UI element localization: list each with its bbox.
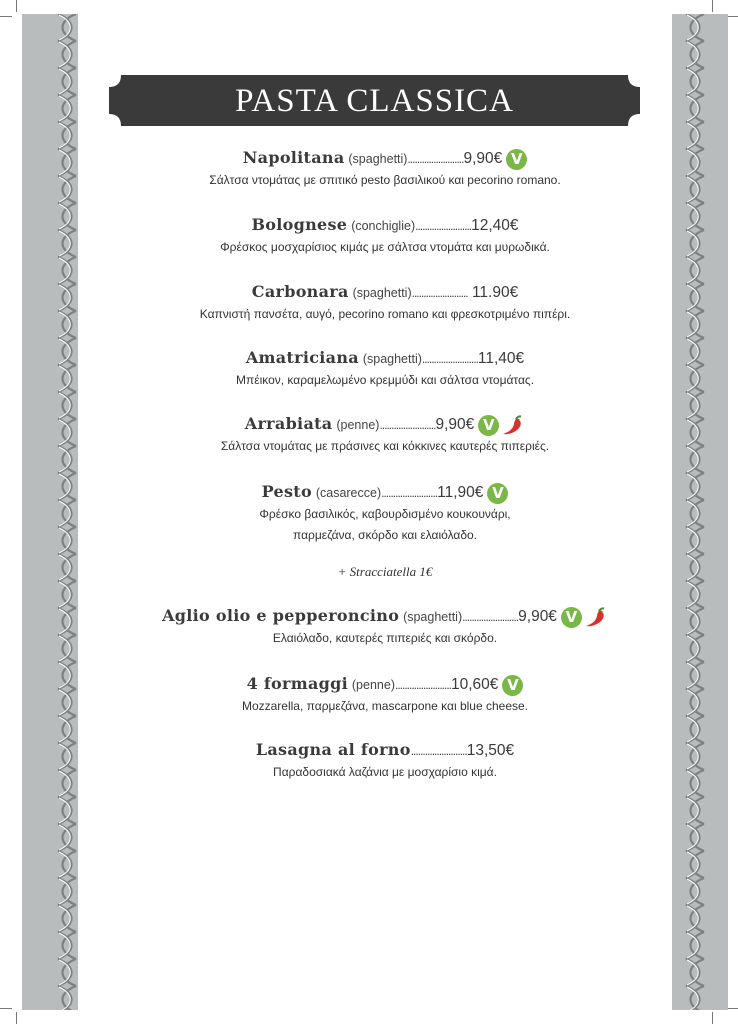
item-description: Παραδοσιακά λαζάνια με μοσχαρίσιο κιμά. (273, 765, 497, 779)
item-name: Pesto (261, 482, 312, 501)
item-header (150, 413, 620, 436)
crop-mark (712, 1012, 713, 1024)
item-header (150, 347, 620, 370)
item-name: 4 formaggi (246, 674, 348, 693)
item-price: 11,40€ (477, 350, 525, 367)
menu-item (150, 147, 620, 191)
rope-pattern-icon (52, 14, 82, 1010)
title-banner (109, 75, 640, 126)
item-price: 9,90€ (435, 416, 475, 433)
item-name: Lasagna al forno (255, 740, 411, 759)
item-name: Bolognese (251, 215, 348, 234)
menu-item (150, 214, 620, 258)
item-name: Carbonara (251, 282, 349, 301)
menu-item (150, 481, 620, 546)
crop-mark (0, 16, 12, 17)
item-pasta-type: (spaghetti) (348, 152, 408, 166)
extra-note: + Stracciatella 1€ (337, 564, 433, 579)
rope-pattern-icon (680, 14, 710, 1010)
item-price: 11.90€ (467, 284, 519, 301)
menu-item (150, 673, 620, 717)
item-header (150, 481, 620, 504)
item-pasta-type: (spaghetti) (403, 610, 463, 624)
vegetarian-icon: V (561, 607, 582, 628)
item-pasta-type: (penne) (336, 418, 380, 432)
chili-pepper-icon (584, 606, 608, 628)
item-description: Φρέσκος μοσχαρίσιος κιμάς με σάλτσα ντομάτα και μυρωδικά. (220, 240, 550, 254)
item-pasta-type: (spaghetti) (362, 352, 422, 366)
item-name: Amatriciana (245, 348, 359, 367)
item-pasta-type: (spaghetti) (352, 286, 412, 300)
item-price: 10,60€ (451, 676, 499, 693)
item-price: 13,50€ (466, 742, 515, 759)
item-header (150, 147, 620, 170)
menu-item (150, 281, 620, 325)
item-leader-dots: ........................ (379, 418, 436, 432)
item-description: Σάλτσα ντομάτας με σπιτικό pesto βασιλικού και pecorino romano. (209, 173, 561, 187)
item-description: Φρέσκο βασιλικός, καβουρδισμένο κουκουνάρι, (259, 507, 511, 521)
menu-item (150, 739, 620, 783)
item-pasta-type: (conchiglie) (351, 219, 416, 233)
item-description: παρμεζάνα, σκόρδο και ελαιόλαδο. (292, 528, 478, 542)
menu-item (150, 347, 620, 391)
item-header (150, 605, 620, 628)
item-leader-dots: ........................ (381, 486, 438, 500)
menu-item (150, 605, 620, 649)
item-leader-dots: ........................ (407, 152, 464, 166)
item-header (150, 673, 620, 696)
item-name: Aglio olio e pepperoncino (162, 606, 400, 625)
menu-item (150, 413, 620, 457)
item-leader-dots: ........................ (415, 219, 472, 233)
item-description: Καπνιστή πανσέτα, αυγό, pecorino romano και φρεσκοτριμένο πιπέρι. (199, 307, 571, 321)
item-pasta-type: (penne) (351, 678, 395, 692)
item-leader-dots: ........................ (421, 352, 478, 366)
chili-pepper-icon (501, 414, 525, 436)
vegetarian-icon: V (487, 483, 508, 504)
item-name: Arrabiata (244, 414, 333, 433)
crop-mark (712, 0, 713, 12)
item-price: 9,90€ (463, 150, 503, 167)
item-price: 9,90€ (518, 608, 557, 625)
item-pasta-type: (casarecce) (315, 486, 382, 500)
crop-mark (16, 1012, 17, 1024)
item-description: Mozzarella, παρμεζάνα, mascarpone και blue cheese. (241, 699, 529, 713)
item-price: 11,90€ (437, 484, 484, 501)
crop-mark (16, 0, 17, 12)
vegetarian-icon: V (506, 149, 527, 170)
item-price: 12,40€ (471, 217, 519, 234)
page-title: PASTA CLASSICA (235, 83, 514, 119)
item-header (150, 281, 620, 304)
item-header (150, 739, 620, 762)
item-description: Σάλτσα ντομάτας με πράσινες και κόκκινες καυτερές πιπεριές. (220, 439, 550, 454)
item-leader-dots: ........................ (410, 744, 467, 758)
vegetarian-icon: V (502, 675, 523, 696)
item-description: Μπέικον, καραμελωμένο κρεμμύδι και σάλτσα ντομάτας. (235, 373, 535, 387)
item-description: Ελαιόλαδο, καυτερές πιπεριές και σκόρδο. (272, 631, 498, 646)
item-leader-dots: ........................ (394, 678, 451, 692)
item-leader-dots: ........................ (411, 286, 468, 300)
item-leader-dots: ........................ (462, 610, 519, 624)
crop-mark (0, 1008, 12, 1009)
item-header (150, 214, 620, 237)
item-name: Napolitana (242, 148, 345, 167)
vegetarian-icon: V (478, 415, 499, 436)
